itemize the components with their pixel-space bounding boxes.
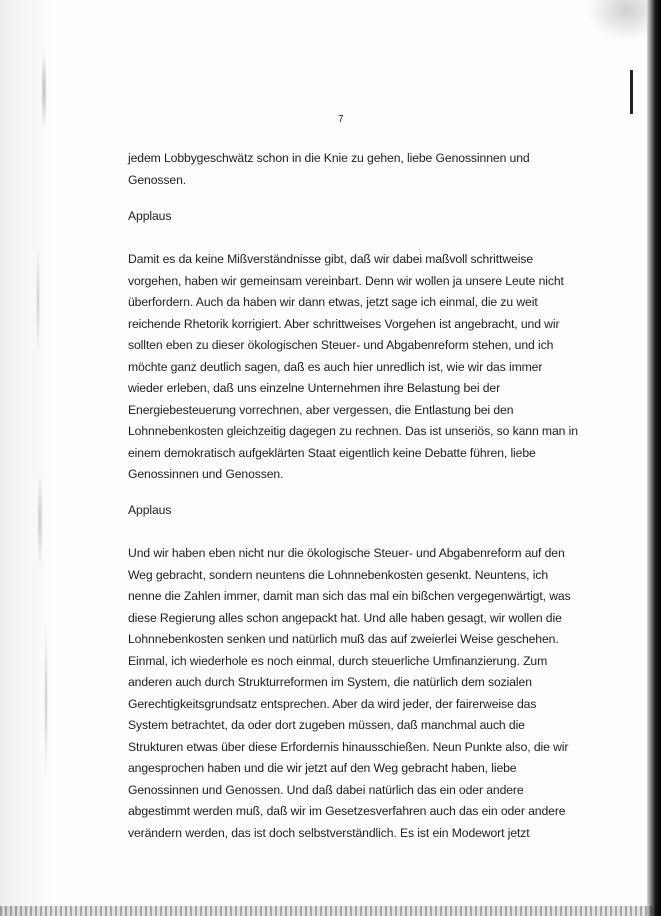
text-line: Genossen.	[128, 172, 187, 187]
text-line: Genossinnen und Genossen.	[128, 467, 284, 481]
applause-text: Applaus	[128, 209, 172, 223]
text-line: Weg gebracht, sondern neuntens die Lohnnebenkosten gesenkt. Neuntens, ich	[128, 567, 549, 582]
text-line: Gerechtigkeitsgrundsatz entsprechen. Aber da wird jeder, der fairerweise das	[128, 696, 537, 711]
text-line: diese Regierung alles schon angepackt hat. Und alle haben gesagt, wir wollen die	[128, 610, 562, 625]
text-line: wieder erleben, daß uns einzelne Unternehmen ihre Belastung bei der	[128, 381, 501, 395]
paragraph-3	[128, 543, 571, 844]
text-line: reichende Rhetorik korrigiert. Aber schrittweises Vorgehen ist angebracht, und wir	[128, 316, 560, 331]
paragraph-2	[128, 249, 578, 486]
text-line: anderen auch durch Strukturreformen im System, die natürlich dem sozialen	[128, 675, 532, 689]
scan-edge-bottom	[0, 906, 661, 916]
text-line: Einmal, ich wiederhole es noch einmal, durch steuerliche Umfinanzierung. Zum	[128, 653, 548, 668]
text-line: möchte ganz deutlich sagen, daß es auch hier unredlich ist, wie wir das immer	[128, 359, 543, 374]
text-line: Lohnnebenkosten senken und natürlich muß das auf zweierlei Weise geschehen.	[128, 632, 559, 646]
scan-shadow-left	[0, 0, 52, 916]
scan-edge-right	[647, 0, 661, 916]
text-line: Energiebesteuerung vorrechnen, aber vergessen, die Entlastung bei den	[128, 402, 514, 417]
scan-shadow-top-right	[577, 0, 647, 60]
text-line: nenne die Zahlen immer, damit man sich das mal ein bißchen vergegenwärtigt, was	[128, 589, 571, 603]
text-line: System betrachtet, da oder dort zugeben müssen, daß manchmal auch die	[128, 718, 525, 732]
applause-text: Applaus	[128, 503, 172, 517]
text-line: abgestimmt werden muß, daß wir im Gesetzesverfahren auch das ein oder andere	[128, 804, 566, 818]
text-line: jedem Lobbygeschwätz schon in die Knie zu gehen, liebe Genossinnen und	[128, 151, 530, 165]
text-line: vorgehen, haben wir gemeinsam vereinbart. Denn wir wollen ja unsere Leute nicht	[128, 273, 564, 288]
page-number: 7	[338, 114, 344, 125]
text-line: sollten eben zu dieser ökologischen Steuer- und Abgabenreform stehen, und ich	[128, 338, 554, 352]
text-line: einem demokratisch aufgeklärten Staat eigentlich keine Debatte führen, liebe	[128, 445, 536, 460]
paragraph-1	[128, 148, 560, 191]
text-line: verändern werden, das ist doch selbstverständlich. Es ist ein Modewort jetzt	[128, 825, 530, 840]
text-line: überfordern. Auch da haben wir dann etwas, jetzt sage ich einmal, die zu weit	[128, 295, 538, 309]
text-line: Damit es da keine Mißverständnisse gibt, daß wir dabei maßvoll schrittweise	[128, 252, 534, 266]
text-line: Und wir haben eben nicht nur die ökologische Steuer- und Abgabenreform auf den	[128, 546, 565, 560]
applause-note-2	[128, 500, 560, 522]
text-line: Lohnnebenkosten gleichzeitig dagegen zu rechnen. Das ist unseriös, so kann man in	[128, 424, 578, 438]
applause-note-1	[128, 206, 560, 228]
text-line: angesprochen haben und die wir jetzt auf den Weg gebracht haben, liebe	[128, 761, 517, 775]
text-line: Strukturen etwas über diese Erfordernis hinausschießen. Neun Punkte also, die wir	[128, 739, 569, 754]
text-line: Genossinnen und Genossen. Und daß dabei natürlich das ein oder andere	[128, 782, 524, 797]
scan-mark-right	[630, 70, 633, 114]
